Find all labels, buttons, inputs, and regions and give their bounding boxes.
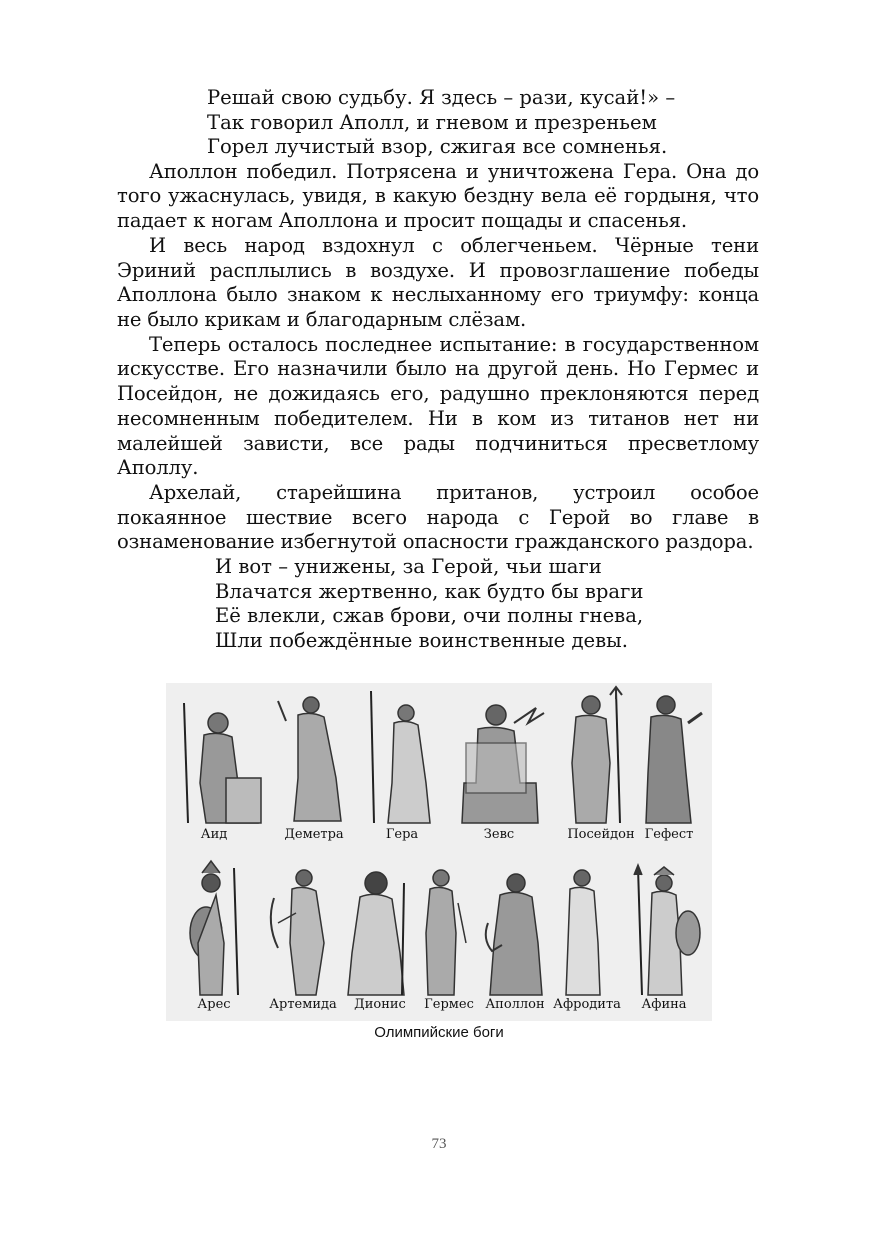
zeus-figure — [462, 705, 544, 823]
olympian-gods-illustration — [166, 683, 712, 1021]
god-label-apollo: Аполлон — [485, 997, 545, 1012]
paragraph: Архелай, старейшина пританов, устроил особое покаянное шествие всего народа с Герой во главе в ознаменование избегнутой опасности гражданского раздора. — [117, 480, 759, 554]
gods-drawing — [166, 683, 712, 1021]
god-label-hephaestus: Гефест — [644, 827, 694, 842]
god-label-dionysus: Дионис — [354, 997, 406, 1012]
verse-top — [117, 86, 759, 160]
poseidon-figure — [572, 687, 622, 823]
god-label-athena: Афина — [641, 997, 687, 1012]
athena-figure — [634, 865, 700, 995]
god-label-artemis: Артемида — [269, 997, 337, 1012]
verse-line: Влачатся жертвенно, как будто бы враги — [215, 579, 644, 603]
figure-caption: Олимпийские боги — [374, 1024, 504, 1041]
main-text — [117, 86, 759, 653]
verse-line: И вот – унижены, за Герой, чьи шаги — [215, 555, 602, 579]
god-label-hermes: Гермес — [424, 997, 474, 1012]
artemis-figure — [271, 870, 324, 995]
god-label-zeus: Зевс — [483, 827, 515, 842]
apollo-figure — [486, 874, 542, 995]
page-number: 73 — [431, 1136, 447, 1152]
paragraph: И весь народ вздохнул с облегченьем. Чёрные тени Эриний расплылись в воздухе. И провозглашение победы Аполлона было знаком к неслыханному его триумфу: конца не было крикам и благодарным слёзам. — [117, 233, 759, 331]
verse-line: Так говорил Аполл, и гневом и презреньем — [207, 110, 657, 134]
verse-line: Решай свою судьбу. Я здесь – рази, кусай!» – — [207, 86, 676, 109]
aphrodite-figure — [566, 870, 600, 995]
verse-line: Её влекли, сжав брови, очи полны гнева, — [215, 604, 644, 628]
god-label-hera: Гера — [385, 827, 419, 842]
verse-bottom — [117, 555, 759, 653]
hera-figure — [371, 691, 430, 823]
hermes-figure — [426, 870, 466, 995]
demeter-figure — [278, 697, 341, 821]
god-label-aphrodite: Афродита — [553, 997, 621, 1012]
god-label-demeter: Деметра — [284, 827, 344, 842]
god-label-hades: Аид — [200, 827, 228, 842]
dionysus-figure — [348, 872, 404, 995]
god-label-poseidon: Посейдон — [567, 827, 635, 842]
verse-line: Шли побеждённые воинственные девы. — [215, 628, 628, 652]
hephaestus-figure — [646, 696, 702, 823]
hades-figure — [184, 703, 261, 823]
verse-line: Горел лучистый взор, сжигая все сомненья. — [207, 135, 668, 159]
paragraph: Аполлон победил. Потрясена и уничтожена Гера. Она до того ужаснулась, увидя, в какую бездну вела её гордыня, что падает к ногам Аполлона и просит пощады и спасенья. — [117, 159, 759, 233]
paragraph: Теперь осталось последнее испытание: в государственном искусстве. Его назначили было на другой день. Но Гермес и Посейдон, не дожидаясь его, радушно преклоняются перед несомненным победителем. Ни в ком из титанов нет ни малейшей зависти, все рады подчиниться пресветлому Аполлу. — [117, 332, 759, 480]
god-label-ares: Арес — [197, 997, 231, 1012]
ares-figure — [190, 861, 238, 995]
